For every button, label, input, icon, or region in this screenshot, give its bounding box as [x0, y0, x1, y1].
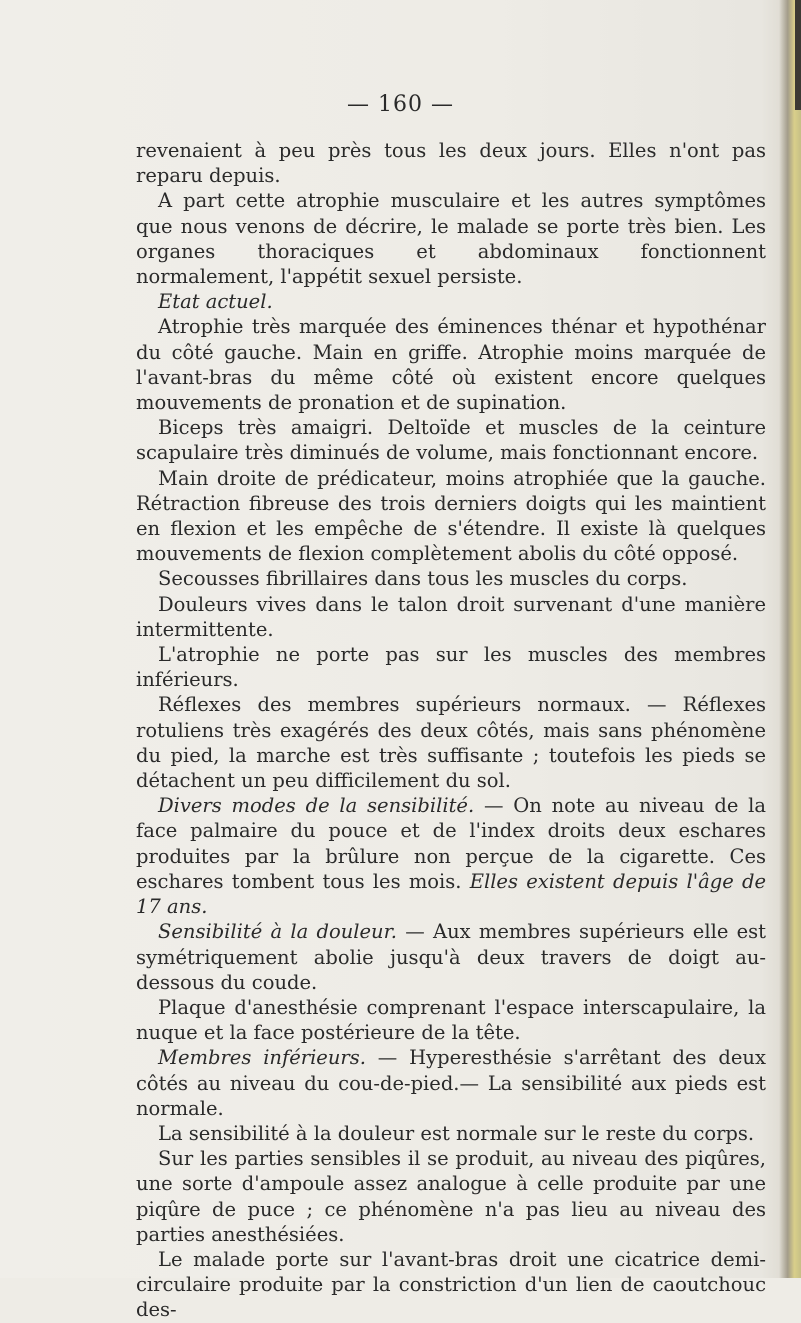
paragraph — [136, 692, 766, 793]
paragraph — [136, 466, 766, 567]
paragraph — [136, 592, 766, 642]
paragraph — [136, 995, 766, 1045]
paragraph-text: Atrophie très marquée des éminences thénar et hypothénar du côté gauche. Main en griffe. Atrophie moins marquée de l'avant-bras du même côté où existent encore quelques mouvements de pronation et de supination. — [136, 315, 766, 415]
paragraph-text: Main droite de prédicateur, moins atrophiée que la gauche. Rétraction fibreuse des trois derniers doigts qui les maintient en flexion et les empêche de s'étendre. Il existe là quelques mouvements de flexion complètement abolis du côté opposé. — [136, 466, 766, 566]
paragraph-text: Plaque d'anesthésie comprenant l'espace interscapulaire, la nuque et la face postérieure de la tête. — [136, 995, 766, 1045]
paragraph — [136, 793, 766, 919]
paragraph — [136, 1045, 766, 1121]
italic-text: Membres inférieurs. — [158, 1046, 366, 1070]
paragraph-text: Douleurs vives dans le talon droit survenant d'une manière intermittente. — [136, 592, 766, 641]
italic-text: Divers modes de la sensibilité. — [158, 794, 475, 818]
paragraph — [136, 566, 766, 591]
paragraph — [136, 1121, 766, 1146]
page-number: — 160 — — [347, 92, 454, 117]
paragraph-text: Sur les parties sensibles il se produit, au niveau des piqûres, une sorte d'ampoule assez analogue à celle produite par une piqûre de puce ; ce phénomène n'a pas lieu au niveau des parties anesthésiées. — [136, 1147, 766, 1246]
paragraph — [136, 188, 766, 289]
paragraph-text: Biceps très amaigri. Deltoïde et muscles de la ceinture scapulaire très diminués de volume, mais fonctionnant encore. — [136, 416, 766, 465]
page-edge — [779, 0, 801, 1278]
paragraph-text: Secousses fibrillaires dans tous les muscles du corps. — [158, 567, 688, 591]
italic-text: Etat actuel. — [158, 290, 273, 314]
paragraph — [136, 314, 766, 415]
paragraph — [136, 138, 766, 188]
paragraph — [136, 1146, 766, 1247]
paragraph-text: L'atrophie ne porte pas sur les muscles des membres inférieurs. — [136, 643, 766, 692]
paragraph-text: — On note au niveau de la face palmaire du pouce et de l'index droits deux eschares produites par la brûlure non perçue de la cigarette. Ces eschares tombent tous les mois. — [136, 794, 767, 893]
paragraph-text: revenaient à peu près tous les deux jours. Elles n'ont pas reparu depuis. — [136, 139, 766, 188]
paragraph — [136, 642, 766, 692]
paragraph — [136, 415, 766, 465]
body-text — [136, 138, 766, 1323]
paragraph-text: — Hyperesthésie s'arrêtant des deux côtés au niveau du cou-de-pied.— La sensibilité aux pieds est normale. — [136, 1046, 766, 1120]
italic-text: Elles existent depuis l'âge de 17 ans. — [136, 869, 766, 919]
paragraph — [136, 289, 766, 314]
italic-text: Sensibilité à la douleur. — [158, 920, 397, 944]
paragraph-text: Le malade porte sur l'avant-bras droit une cicatrice demi-circulaire produite par la constriction d'un lien de caoutchouc des- — [136, 1247, 766, 1322]
paragraph — [136, 919, 766, 995]
paragraph-text: A part cette atrophie musculaire et les autres symptômes que nous venons de décrire, le malade se porte très bien. Les organes thoraciques et abdominaux fonctionnent normalement, l'appétit sexuel persiste. — [136, 189, 766, 289]
paragraph — [136, 1247, 766, 1323]
paragraph-text: — Aux membres supérieurs elle est symétriquement abolie jusqu'à deux travers de doigt au-dessous du coude. — [136, 920, 766, 994]
paragraph-text: La sensibilité à la douleur est normale sur le reste du corps. — [158, 1121, 755, 1145]
paragraph-text: Réflexes des membres supérieurs normaux. — Réflexes rotuliens très exagérés des deux côtés, mais sans phénomène du pied, la marche est très suffisante ; toutefois les pieds se détachent un peu difficilement du sol. — [136, 693, 766, 793]
